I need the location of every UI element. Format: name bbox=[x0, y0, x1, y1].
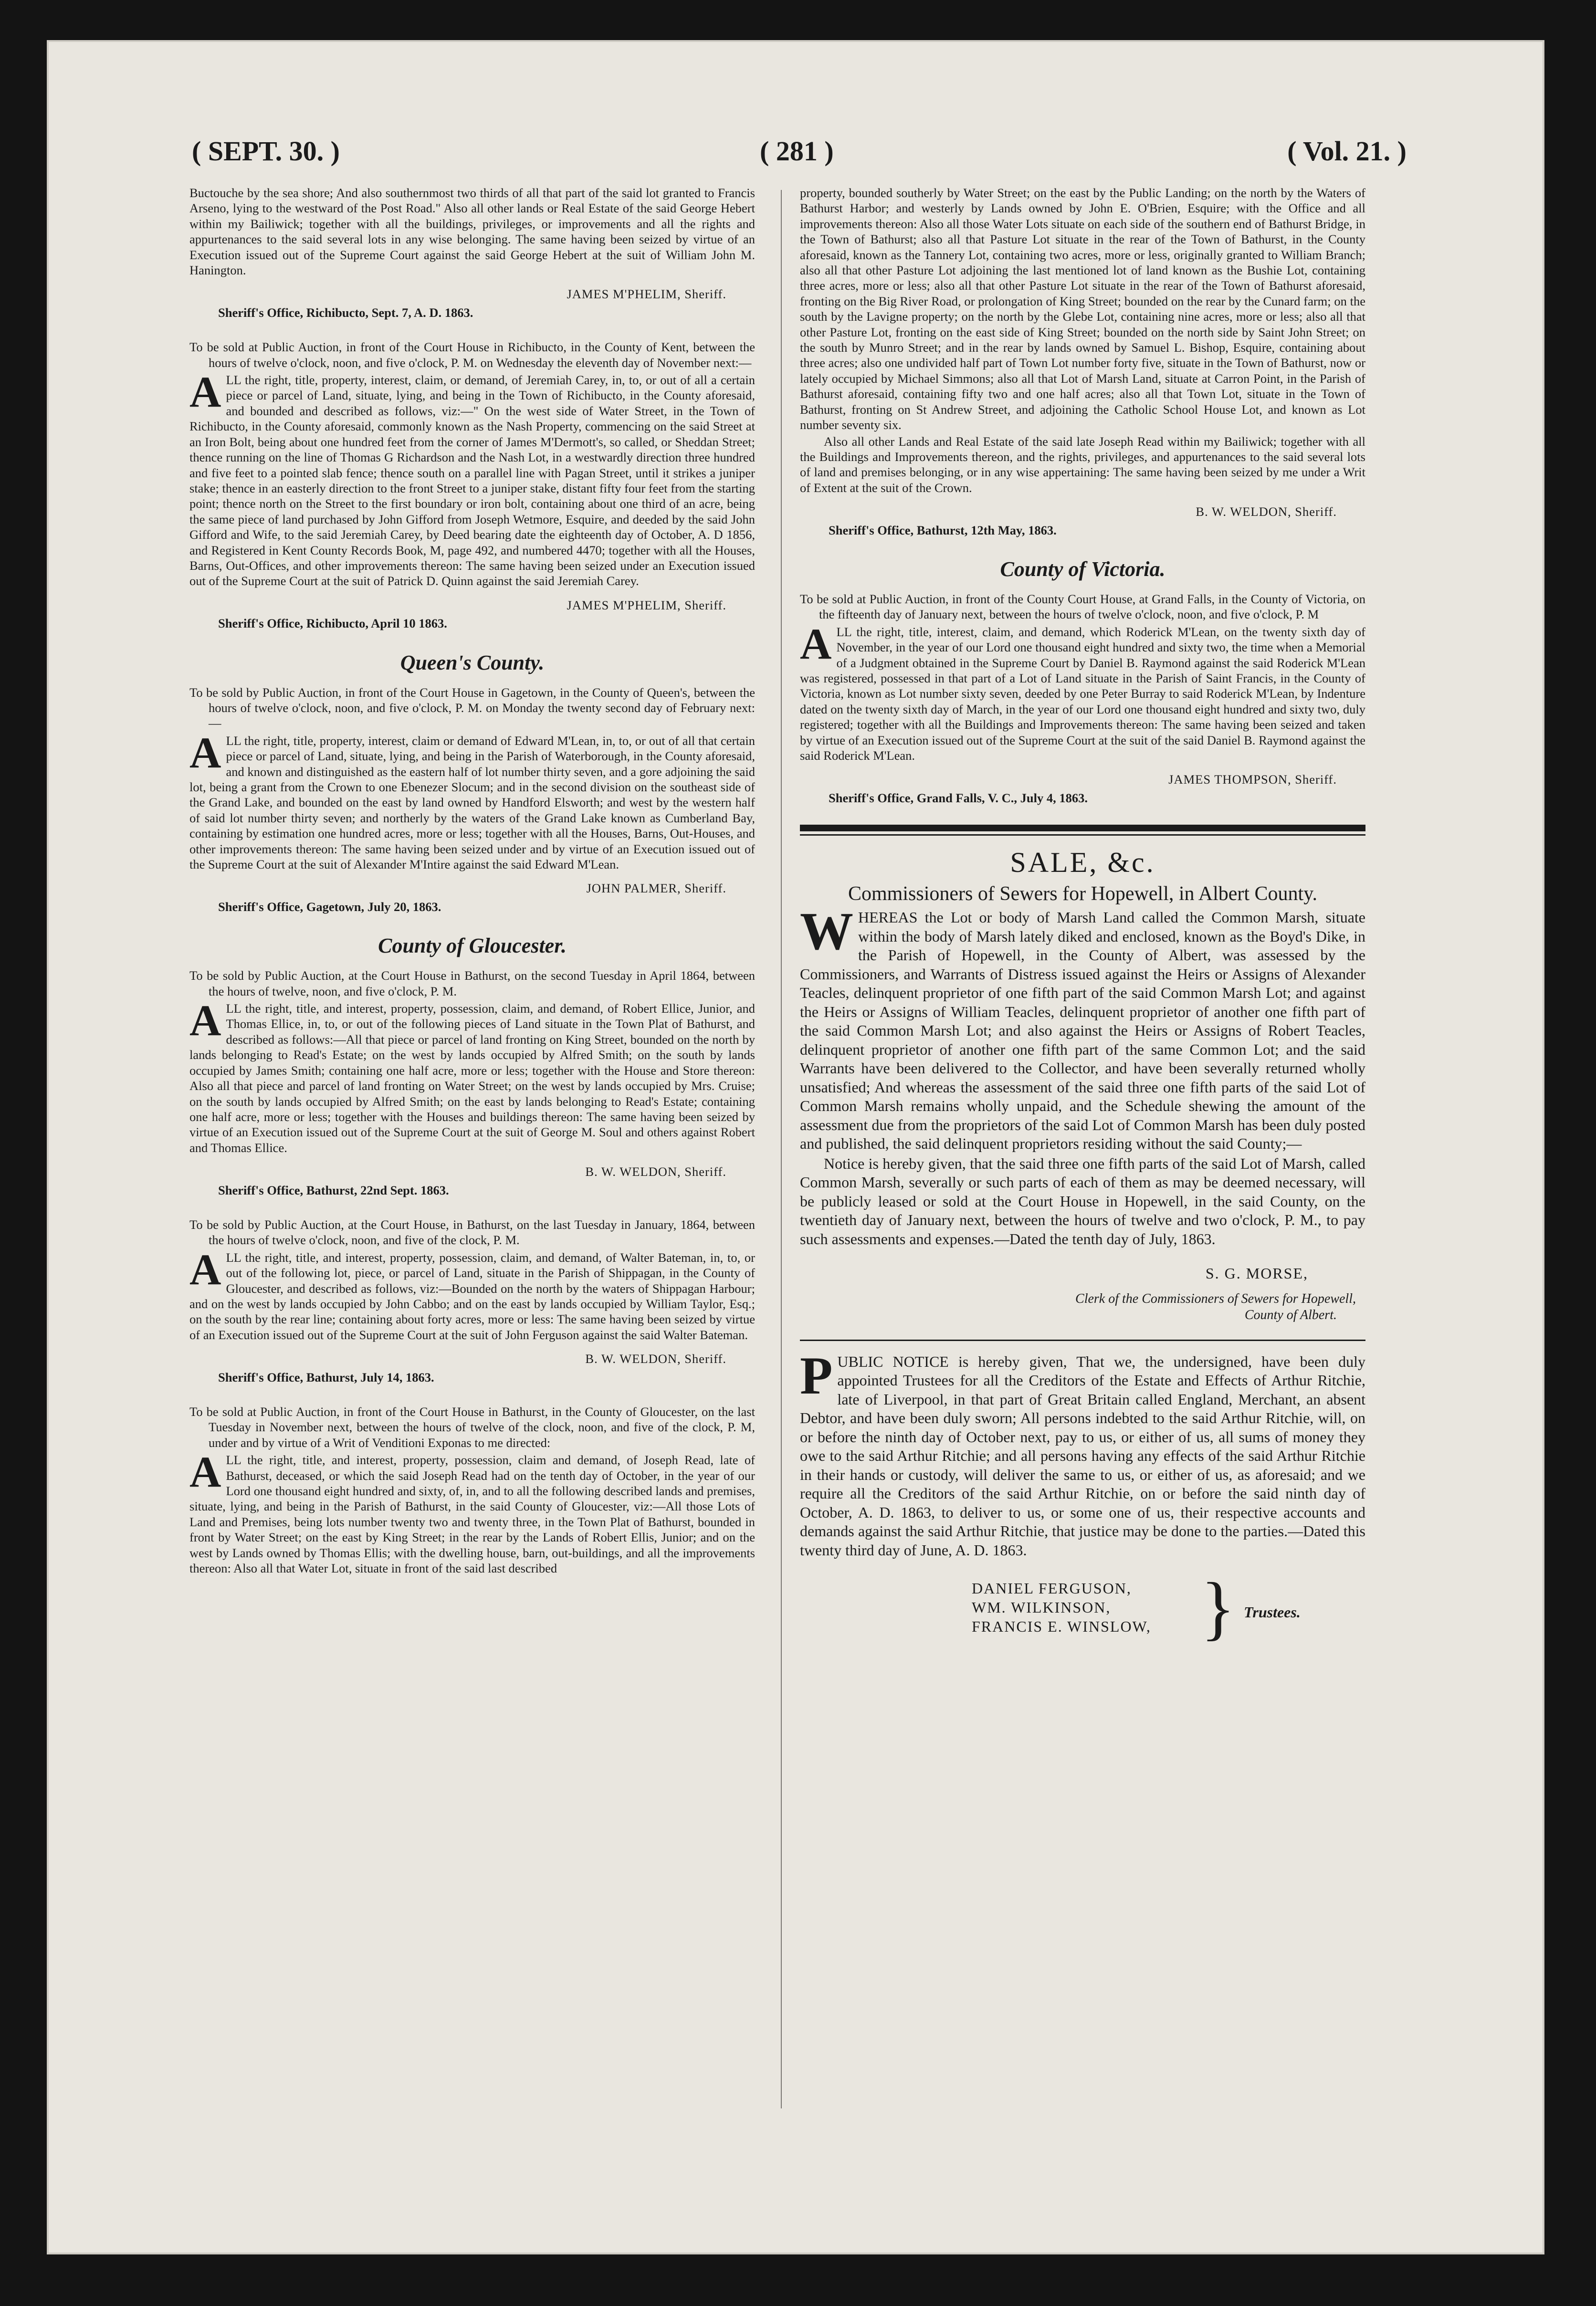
sheriff-signature: JAMES M'PHELIM, Sheriff. bbox=[567, 287, 726, 302]
header-date: ( SEPT. 30. ) bbox=[192, 136, 340, 167]
sheriff-signature: B. W. WELDON, Sheriff. bbox=[1196, 504, 1337, 519]
sheriff-signature: B. W. WELDON, Sheriff. bbox=[585, 1352, 726, 1366]
sale-subtitle: Commissioners of Sewers for Hopewell, in Albert County. bbox=[848, 883, 1317, 905]
brace-glyph: } bbox=[1201, 1568, 1235, 1648]
drop-cap: W bbox=[800, 902, 853, 962]
notice-body bbox=[189, 367, 755, 589]
right-column bbox=[800, 185, 1365, 2108]
sheriff-signature: B. W. WELDON, Sheriff. bbox=[585, 1164, 726, 1179]
trustee-name: FRANCIS E. WINSLOW, bbox=[972, 1618, 1151, 1635]
notice-body bbox=[189, 1447, 755, 1576]
notice-body-text: LL the right, title, and interest, property, possession, claim, and demand, of Robert Ellice, Junior, and Thomas Ellice, in, to, or out of the following pieces of Land situate in the Town Plat of Bathurst, and described as follows:—All that piece or parcel of land fronting on King Street, bounded on the north by lands belonging to Read's Estate; on the west by lands occupied by Alfred Smith; on the south by lands occupied by James Smith; containing one half acre, more or less; together with the House and Store thereon: Also all that piece and parcel of land fronting on Water Street; on the west by lands occupied by Mrs. Cruise; on the south by lands occupied by Alfred Smith; on the east by lands belonging to Read's Estate; containing one half acre, more or less; together with the Houses and buildings thereon: The same having been seized by virtue of an Execution issued out of the Supreme Court at the suit of George M. Soul and others against Robert and Thomas Ellice. bbox=[189, 1001, 755, 1155]
drop-cap: A bbox=[800, 619, 832, 668]
notice-body-text: LL the right, title, property, interest, claim, or demand, of Jeremiah Carey, in, to, or out of all a certain piece or parcel of Land, situate, lying, and being in the Town of Richibucto, in the County aforesaid, and bounded and described as follows, viz:—" On the west side of Water Street, in the Town of Richibucto, in the County aforesaid, commonly known as the Nash Property, commencing on the said Street at an Iron Bolt, being about one hundred feet from the corner of James M'Dermott's, so called, or Sheddan Street; thence running on the line of Thomas G Richardson and the Nash Lot, in a westwardly direction three hundred and five feet to a pointed slab fence; thence south on a parallel line with Pagan Street, until it strikes a juniper stake; thence in an easterly direction to the front Street to a juniper stake, distant fifty four feet from the starting point; thence north on the Street to the first boundary or iron bolt, containing about one third of an acre, being the same piece of land purchased by John Gifford from Joseph Wetmore, Esquire, and deeded by the said John Gifford and Wife, to the said Jeremiah Carey, by Deed bearing date the eighteenth day of October, A. D 1856, and Registered in Kent County Records Book, M, page 492, and numbered 4470; together with all the Houses, Barns, Out-Offices, and other improvements thereon: The same having been seized under an Execution issued out of the Supreme Court at the suit of Patrick D. Quinn against the said Jeremiah Carey. bbox=[189, 373, 755, 588]
county-heading-gloucester: County of Gloucester. bbox=[378, 934, 567, 958]
section-rule bbox=[800, 834, 1365, 836]
drop-cap: A bbox=[189, 728, 221, 777]
sheriff-office-dateline: Sheriff's Office, Richibucto, Sept. 7, A. D. 1863. bbox=[218, 305, 473, 320]
auction-intro: To be sold at Public Auction, in front of the Court House in Bathurst, in the County of Gloucester, on the last Tuesday in November next, between the hours of twelve of the clock, noon, and five of the clock, P. M, under and by virtue of a Writ of Venditioni Exponas to me directed: bbox=[189, 1405, 755, 1450]
auction-intro: To be sold at Public Auction, in front of the Court House in Richibucto, in the County of Kent, between the hours of twelve o'clock, noon, and five o'clock, P. M. on Wednesday the eleventh day of November next:— bbox=[189, 340, 755, 370]
header-page-number: ( 281 ) bbox=[760, 136, 834, 167]
auction-intro: To be sold by Public Auction, in front of the Court House in Gagetown, in the County of Queen's, between the hours of twelve o'clock, noon, and five o'clock, P. M. on Monday the twenty second day of February next:— bbox=[189, 685, 755, 731]
section-rule bbox=[800, 825, 1365, 831]
notice-body bbox=[189, 1245, 755, 1342]
header-volume: ( Vol. 21. ) bbox=[1287, 136, 1407, 167]
notice-body-text: LL the right, title, and interest, property, possession, claim and demand, of Joseph Read, late of Bathurst, deceased, or which the said Joseph Read had on the tenth day of October, in the year of our Lord one thousand eight hundred and sixty, of, in, and to all the following described lands and premises, situate, lying, and being in the Parish of Bathurst, in the said County of Gloucester, viz:—All those Lots of Land and Premises, being lots number twenty two and twenty three, in the Town Plat of Bathurst, bounded in front by Water Street; on the east by King Street; in the rear by the Lands of Robert Ellis, Junior; and on the west by Lands owned by Thomas Ellis; with the dwelling house, barn, out-buildings, and all the improvements thereon: Also all that Water Lot, situate in front of the said last described bbox=[189, 1453, 755, 1576]
notice-body-text: HEREAS the Lot or body of Marsh Land called the Common Marsh, situate within the body of Marsh lately diked and enclosed, known as the Boyd's Dike, in the Parish of Hopewell, in the County of Albert, was assessed by the Commissioners, and Warrants of Distress issued against the Heirs or Assigns of Alexander Teacles, delinquent proprietor of one fifth part of the said Common Marsh Lot; and against the Heirs or Assigns of William Teacles, delinquent proprietor of another one fifth part of the said Common Marsh Lot; and also against the Heirs or Assigns of Robert Teacles, delinquent proprietor of another one fifth part of the same Common Lot; and the said Warrants have been delivered to the Collector, and have been severally returned wholly unsatisfied; And whereas the assessment of the said three one fifth parts of the said Lot of Common Marsh remains wholly unpaid, and the Schedule shewing the amount of the assessment due from the proprietors of the said Lot of Common Marsh has been duly posted and published, the said delinquent proprietors residing without the said County;— bbox=[800, 909, 1365, 1153]
notice-body bbox=[800, 902, 1365, 1153]
sheriff-signature: JOHN PALMER, Sheriff. bbox=[586, 881, 726, 896]
notice-body bbox=[800, 1346, 1365, 1560]
sheriff-office-dateline: Sheriff's Office, Bathurst, 12th May, 1863. bbox=[829, 523, 1057, 537]
auction-intro: To be sold by Public Auction, at the Court House, in Bathurst, on the last Tuesday in January, 1864, between the hours of twelve o'clock, noon, and five of the clock, P. M. bbox=[189, 1217, 755, 1247]
notice-body bbox=[800, 619, 1365, 764]
drop-cap: A bbox=[189, 1447, 221, 1497]
sheriff-signature: JAMES THOMPSON, Sheriff. bbox=[1168, 772, 1337, 787]
notice-body-text: UBLIC NOTICE is hereby given, That we, the undersigned, have been duly appointed Trustees for all the Creditors of the Estate and Effects of Arthur Ritchie, late of Liverpool, in that part of Great Britain called England, Merchant, an absent Debtor, and have been duly sworn; All persons indebted to the said Arthur Ritchie, will, on or before the ninth day of October next, pay to us, or either of us, all sums of money they owe to the said Arthur Ritchie; and all persons having any effects of the said Arthur Ritchie in their hands or custody, will deliver the same to us, or either of us, as aforesaid; and we require all the Creditors of the said Arthur Ritchie, on or before the said ninth day of October, A. D. 1863, to deliver to us, or some one of us, their respective accounts and demands against the said Arthur Ritchie, that justice may be done to the parties.—Dated this twenty third day of June, A. D. 1863. bbox=[800, 1352, 1365, 1559]
drop-cap: P bbox=[800, 1346, 833, 1405]
notice-body-text: LL the right, title, interest, claim, and demand, which Roderick M'Lean, on the twenty sixth day of November, in the year of our Lord one thousand eight hundred and sixty two, the time when a Memorial of a Judgment obtained in the Supreme Court by Daniel B. Raymond against the said Roderick M'Lean was registered, possessed in that part of a Lot of Land situate in the Parish of Saint Francis, in the County of Victoria, known as Lot number sixty seven, deeded by one Peter Burray to said Roderick M'Lean, by Indenture dated on the twenty sixth day of March, in the year of our Lord one thousand eight hundred and sixty two, duly registered; together with all the Buildings and Improvements thereon: The same having been seized and taken by virtue of an Execution issued out of the Supreme Court at the suit of the said Daniel B. Raymond against the said Roderick M'Lean. bbox=[800, 624, 1365, 763]
notice-continued-text: Also all other Lands and Real Estate of the said late Joseph Read within my Bailiwick; together with all the Buildings and Improvements thereon, and the rights, privileges, and appurtenances to the said several lots of land and premises belonging, or in any wise appertaining: The same having been seized by me under a Writ of Extent at the suit of the Crown. bbox=[800, 434, 1365, 495]
sheriff-office-dateline: Sheriff's Office, Gagetown, July 20, 1863. bbox=[218, 899, 441, 914]
clerk-county: County of Albert. bbox=[1244, 1307, 1337, 1322]
county-heading-queens: Queen's County. bbox=[400, 650, 545, 674]
sheriff-office-dateline: Sheriff's Office, Bathurst, July 14, 1863. bbox=[218, 1370, 434, 1384]
newspaper-page bbox=[47, 40, 1544, 2254]
drop-cap: A bbox=[189, 996, 221, 1045]
drop-cap: A bbox=[189, 1245, 221, 1294]
sheriff-office-dateline: Sheriff's Office, Bathurst, 22nd Sept. 1863. bbox=[218, 1183, 449, 1197]
auction-intro: To be sold at Public Auction, in front of the County Court House, at Grand Falls, in the County of Victoria, on the fifteenth day of January next, between the hours of twelve o'clock, noon, and five o'clock, P. M bbox=[800, 591, 1365, 622]
trustee-signatures bbox=[800, 1568, 1365, 1648]
clerk-title: Clerk of the Commissioners of Sewers for Hopewell, bbox=[1075, 1291, 1356, 1306]
notice-continued-text: property, bounded southerly by Water Street; on the east by the Public Landing; on the north by the Waters of Bathurst Harbor; and westerly by Lands owned by John E. O'Brien, Esquire; with the Office and all improvements thereon: Also all those Water Lots situate on each side of the southern end of Bathurst Bridge, in the Town of Bathurst; also all that Pasture Lot situate in the rear of the Town of Bathurst, in the County aforesaid, known as the Tannery Lot, containing two acres, more or less, originally granted to William Branch; also all that other Pasture Lot adjoining the last mentioned lot of land known as the Bushie Lot, containing three acres, more or less; also all that other Pasture Lot situate in the rear of the Town of Bathurst aforesaid, fronting on the Big River Road, or prolongation of King Street; bounded on the rear by the Cunard farm; on the south by the Lavigne property; on the north by the Glebe Lot, containing nine acres, more or less; also all that other Pasture Lot, fronting on the east side of King Street; bounded on the north side by Saint John Street; on the south by Munro Street; and in the rear by lands owned by Samuel L. Bishop, Esquire, containing about three acres; also one undivided half part of Town Lot number forty five, situate in the Town of Bathurst, now or lately occupied by Michael Simmons; also all that Lot of Marsh Land, situate at Carron Point, in the Parish of Bathurst aforesaid, containing fifty two and one half acres; also all that Town Lot, situate in the Town of Bathurst, fronting on St Andrew Street, and adjoining the Catholic School House Lot, and known as Lot number seventy six. bbox=[800, 186, 1365, 432]
trustee-names bbox=[972, 1579, 1151, 1636]
sheriff-office-dateline: Sheriff's Office, Richibucto, April 10 1863. bbox=[218, 616, 447, 631]
page-header bbox=[49, 135, 1543, 188]
notice-continued-text: Buctouche by the sea shore; And also southernmost two thirds of all that part of the said lot granted to Francis Arseno, lying to the westward of the Post Road." Also all other lands or Real Estate of the said George Hebert within my Bailiwick; together with all the buildings, privileges, or improvements and all the rights and appurtenances to the said several lots in any wise belonging. The same having been seized by virtue of an Execution issued out of the Supreme Court against the said George Hebert at the suit of William John M. Hanington. bbox=[189, 186, 755, 278]
trustees-notice bbox=[800, 1346, 1365, 1560]
notice-body-text: LL the right, title, and interest, property, possession, claim, and demand, of Walter Bateman, in, to, or out of the following lot, piece, or parcel of Land, situate in the Parish of Shippagan, in the County of Gloucester, and described as follows, viz:—Bounded on the north by the waters of Shippagan Harbour; and on the west by lands occupied by John Cabbo; and on the east by lands occupied by William Taylor, Esq.; on the south by the rear line; containing about forty acres, more or less: The same having been seized by virtue of an Execution issued out of the Supreme Court at the suit of John Ferguson against the said Walter Bateman. bbox=[189, 1250, 755, 1342]
trustee-name: DANIEL FERGUSON, bbox=[972, 1580, 1132, 1597]
notice-body-text: Notice is hereby given, that the said three one fifth parts of the said Lot of Marsh, called Common Marsh, severally or such parts of each of them as may be deemed necessary, will be publicly leased or sold at the Court House in Hopewell, in the said County, on the twentieth day of January next, between the hours of twelve and two o'clock, P. M., to pay such assessments and expenses.—Dated the tenth day of July, 1863. bbox=[800, 1154, 1365, 1247]
notice-body bbox=[189, 728, 755, 872]
notice-body bbox=[189, 996, 755, 1155]
clerk-signature: S. G. MORSE, bbox=[1205, 1265, 1308, 1282]
notice-body-text: LL the right, title, property, interest, claim or demand of Edward M'Lean, in, to, or out of all that certain piece or parcel of Land, situate, lying, and being in the Parish of Waterborough, in the County aforesaid, and known and distinguished as the eastern half of lot number thirty seven, and a gore adjoining the said lot, being a grant from the Crown to one Ebenezer Slocum; and in the second division on the southeast side of the Grand Lake, and bounded on the east by land owned by Handford Elsworth; and west by the western half of said lot number thirty seven; and northerly by the waters of the Grand Lake known as Cumberland Bay, containing by estimation one hundred acres, more or less; together with all the Houses, Barns, Out-Houses, and other improvements thereon: The same having been seized under and by virtue of an Execution issued out of the Supreme Court at the suit of Alexander M'Intire against the said Edward M'Lean. bbox=[189, 733, 755, 872]
left-column bbox=[189, 185, 755, 2108]
sale-title: SALE, &c. bbox=[1010, 847, 1155, 879]
sheriff-signature: JAMES M'PHELIM, Sheriff. bbox=[567, 597, 726, 612]
section-rule bbox=[800, 1340, 1365, 1341]
sheriff-office-dateline: Sheriff's Office, Grand Falls, V. C., July 4, 1863. bbox=[829, 790, 1088, 805]
county-heading-victoria: County of Victoria. bbox=[1000, 557, 1166, 581]
column-divider bbox=[781, 190, 782, 2108]
drop-cap: A bbox=[189, 367, 221, 417]
trustee-name: WM. WILKINSON, bbox=[972, 1599, 1111, 1616]
trustees-label: Trustees. bbox=[1244, 1604, 1301, 1621]
sewers-notice bbox=[800, 902, 1365, 1248]
auction-intro: To be sold by Public Auction, at the Court House in Bathurst, on the second Tuesday in April 1864, between the hours of twelve, noon, and five o'clock, P. M. bbox=[189, 968, 755, 998]
